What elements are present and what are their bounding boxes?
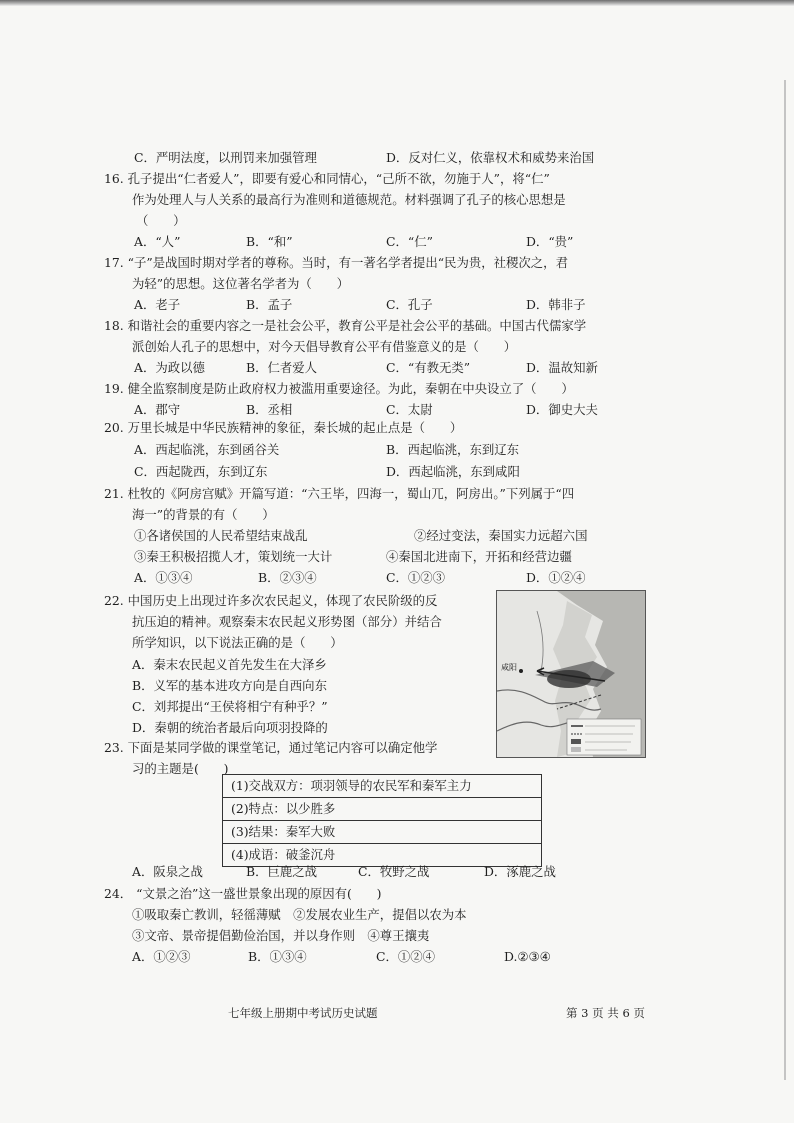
question-17 <box>104 253 568 274</box>
question-number: 16. <box>104 171 124 186</box>
class-notes-table <box>222 774 542 867</box>
question-21 <box>104 484 574 505</box>
option-a: A．①③④ <box>134 570 193 585</box>
note-row: (3)结果：秦军大败 <box>223 820 541 843</box>
question-text: “文景之治”这一盛世景象出现的原因有( ) <box>136 886 382 901</box>
map-image <box>497 591 645 757</box>
option-c: C．①②④ <box>376 949 436 964</box>
option-a: A．老子 <box>134 297 181 312</box>
option-b: B．西起临洮，东到辽东 <box>386 442 520 457</box>
option-c: C．严明法度，以刑罚来加强管理 <box>134 150 317 165</box>
qin-uprising-map <box>496 590 646 758</box>
option-a: A．郡守 <box>134 402 181 417</box>
question-text: 抗压迫的精神。观察秦末农民起义形势图（部分）并结合 <box>132 614 442 629</box>
answer-blank: （ ） <box>136 213 186 228</box>
option-a: A．“人” <box>134 234 181 249</box>
option-c: C．西起陇西，东到辽东 <box>134 464 268 479</box>
option-c: C．刘邦提出“王侯将相宁有种乎？” <box>132 699 328 714</box>
note-row: (2)特点：以少胜多 <box>223 797 541 820</box>
option-d: D．“贵” <box>526 234 574 249</box>
option-b: B．②③④ <box>258 570 317 585</box>
option-c: C．“仁” <box>386 234 433 249</box>
question-text: 海一”的背景的有（ ） <box>132 507 275 522</box>
question-19 <box>104 379 574 400</box>
option-b: B．孟子 <box>246 297 293 312</box>
option-b: B．丞相 <box>246 402 293 417</box>
option-d: D．御史大夫 <box>526 402 598 417</box>
question-number: 18. <box>104 318 124 333</box>
option-c: C．①②③ <box>386 570 446 585</box>
option-a: A．西起临洮，东到函谷关 <box>134 442 280 457</box>
option-a: A．为政以德 <box>134 360 205 375</box>
question-22 <box>104 591 437 612</box>
question-20 <box>104 418 462 439</box>
question-number: 23. <box>104 740 124 755</box>
question-number: 20. <box>104 420 124 435</box>
question-text: 习的主题是( ) <box>132 761 229 776</box>
option-b: B．巨鹿之战 <box>246 864 318 879</box>
question-text: 健全监察制度是防止政府权力被滥用重要途径。为此，秦朝在中央设立了（ ） <box>127 381 574 396</box>
exam-title-footer: 七年级上册期中考试历史试题 <box>228 1006 378 1020</box>
option-c: C．牧野之战 <box>358 864 430 879</box>
question-number: 17. <box>104 255 124 270</box>
option-b: B．仁者爱人 <box>246 360 318 375</box>
note-row: (1)交战双方：项羽领导的农民军和秦军主力 <box>231 778 472 793</box>
question-text: 万里长城是中华民族精神的象征，秦长城的起止点是（ ） <box>127 420 463 435</box>
option-d: D．韩非子 <box>526 297 586 312</box>
question-text: 派创始人孔子的思想中，对今天倡导教育公平有借鉴意义的是（ ） <box>132 339 517 354</box>
question-text: 作为处理人与人关系的最高行为准则和道德规范。材料强调了孔子的核心思想是 <box>132 192 566 207</box>
option-c: C．太尉 <box>386 402 433 417</box>
question-23 <box>104 738 437 759</box>
statement-items: ①吸取秦亡教训，轻徭薄赋 ②发展农业生产，提倡以农为本 <box>132 907 467 922</box>
option-d: D．涿鹿之战 <box>484 864 556 879</box>
statement-items: ③文帝、景帝提倡勤俭治国，并以身作则 ④尊王攘夷 <box>132 928 430 943</box>
question-text: 和谐社会的重要内容之一是社会公平，教育公平是社会公平的基础。中国古代儒家学 <box>127 318 587 333</box>
option-a: A．①②③ <box>132 949 191 964</box>
statement-item: ④秦国北进南下，开拓和经营边疆 <box>386 549 572 564</box>
question-text: 孔子提出“仁者爱人”，即要有爱心和同情心，“己所不欲，勿施于人”，将“仁” <box>127 171 550 186</box>
question-text: 下面是某同学做的课堂笔记，通过笔记内容可以确定他学 <box>127 740 438 755</box>
question-16 <box>104 169 550 190</box>
question-number: 19. <box>104 381 124 396</box>
question-number: 24． <box>104 886 133 901</box>
question-text: “子”是战国时期对学者的尊称。当时，有一著名学者提出“民为贵，社稷次之，君 <box>127 255 568 270</box>
option-d: D．西起临洮，东到咸阳 <box>386 464 520 479</box>
map-city-label: 咸阳 <box>501 663 517 672</box>
question-24 <box>104 884 382 905</box>
question-18 <box>104 316 586 337</box>
option-b: B．“和” <box>246 234 293 249</box>
statement-item: ①各诸侯国的人民希望结束战乱 <box>134 528 308 543</box>
note-row: (4)成语：破釜沉舟 <box>223 843 541 866</box>
option-b: B．①③④ <box>248 949 307 964</box>
option-d: D．秦朝的统治者最后向项羽投降的 <box>132 720 328 735</box>
option-c: C．“有教无类” <box>386 360 471 375</box>
question-text: 中国历史上出现过许多次农民起义，体现了农民阶级的反 <box>127 593 438 608</box>
option-b: B．义军的基本进攻方向是自西向东 <box>132 678 327 693</box>
option-d: D.②③④ <box>504 949 551 964</box>
option-c: C．孔子 <box>386 297 433 312</box>
question-text: 为轻”的思想。这位著名学者为（ ） <box>132 276 349 291</box>
option-d: D．温故知新 <box>526 360 598 375</box>
option-a: A．阪泉之战 <box>132 864 203 879</box>
page-number: 第 3 页 共 6 页 <box>566 1006 645 1020</box>
question-text: 杜牧的《阿房宫赋》开篇写道：“六王毕，四海一，蜀山兀，阿房出。”下列属于“四 <box>127 486 575 501</box>
statement-item: ③秦王积极招揽人才，策划统一大计 <box>134 549 333 564</box>
option-d: D．①②④ <box>526 570 586 585</box>
question-text: 所学知识，以下说法正确的是（ ） <box>132 635 343 650</box>
question-number: 21. <box>104 486 124 501</box>
question-number: 22. <box>104 593 124 608</box>
option-d: D．反对仁义，依靠权术和威势来治国 <box>386 150 595 165</box>
option-a: A．秦末农民起义首先发生在大泽乡 <box>132 657 327 672</box>
statement-item: ②经过变法，秦国实力远超六国 <box>414 528 588 543</box>
